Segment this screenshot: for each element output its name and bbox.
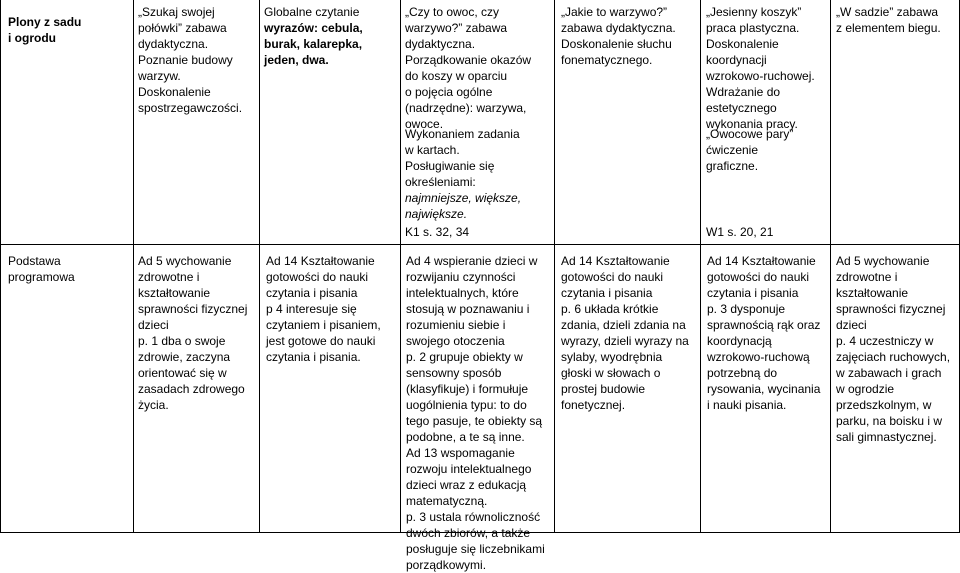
cell-owocowe-pary: „Owocowe pary” ćwiczenie graficzne. [706,127,794,173]
grid-line [700,0,701,533]
grid-line [133,0,134,533]
cell-pp-ksztaltowanie-3: Ad 14 Kształtowanie gotowości do nauki czytania i pisania p. 3 dysponuje sprawnością rąk oraz koordynacją wzrokowo-ruchową potrzebną do rysowania, wycinania i nauki pisania. [707,254,821,412]
grid-line [554,0,555,533]
row-topic-plony: Plony z sadu i ogrodu [8,15,82,45]
grid-line [400,0,401,533]
cell-pp-ksztaltowanie-1: Ad 14 Kształtowanie gotowości do nauki czytania i pisania p 4 interesuje się czytaniem i pisaniem, jest gotowe do nauki czytania i pisania. [266,254,381,364]
grid-line [0,0,1,533]
grid-line [830,0,831,533]
grid-line [0,244,960,245]
cell-pp-ksztaltowanie-2: Ad 14 Kształtowanie gotowości do nauki czytania i pisania p. 6 układa krótkie zdania, dzieli zdania na wyrazy, dzieli wyrazy na sylaby, wyodrębnia głoski w słowach o prostej budowie fonetycznej. [561,254,689,412]
cell-jakie-to-warzywo: „Jakie to warzywo?” zabawa dydaktyczna. Doskonalenie słuchu fonematycznego. [561,5,676,67]
reference-w1: W1 s. 20, 21 [706,225,774,239]
cell-pp-wychowanie-zdrowotne-2: Ad 5 wychowanie zdrowotne i kształtowanie sprawności fizycznej dzieci p. 4 uczestniczy w zajęciach ruchowych, w zabawach i grach w ogrodzie przedszkolnym, w parku, na boisku i w sali gimnastycznej. [836,254,951,444]
reference-k1: K1 s. 32, 34 [405,225,470,239]
cell-wykonaniem-zadania: Wykonaniem zadania w kartach. Posługiwanie się określeniami: najmniejsze, większe, największe. [405,127,522,221]
cell-globalne-czytanie: Globalne czytanie wyrazów: cebula, burak, kalarepka, jeden, dwa. [264,5,363,67]
cell-pp-wychowanie-zdrowotne-1: Ad 5 wychowanie zdrowotne i kształtowanie sprawności fizycznej dzieci p. 1 dba o swoje zdrowie, zaczyna orientować się w zasadach zdrowego życia. [138,254,248,412]
cell-jesienny-koszyk: „Jesienny koszyk” praca plastyczna. Doskonalenie koordynacji wzrokowo-ruchowej. Wdrażanie do estetycznego wykonania pracy. [706,5,815,131]
cell-czy-to-owoc: „Czy to owoc, czy warzywo?” zabawa dydaktyczna. Porządkowanie okazów do koszy w oparciu o pojęcia ogólne (nadrzędne): warzywa, owoce. [405,5,532,131]
cell-w-sadzie: „W sadzie” zabawa z elementem biegu. [836,5,941,35]
grid-line [259,0,260,533]
cell-szukaj-swojej-polowki: „Szukaj swojej połówki” zabawa dydaktyczna. Poznanie budowy warzyw. Doskonalenie spostrzegawczości. [138,5,243,115]
row-topic-podstawa: Podstawa programowa [8,254,75,284]
cell-pp-wspieranie-dzieci: Ad 4 wspieranie dzieci w rozwijaniu czynności intelektualnych, które stosują w poznawaniu i rozumieniu siebie i swojego otoczenia p. 2 grupuje obiekty w sensowny sposób (klasyfikuje) i formułuje uogólnienia typu: to do tego pasuje, te obiekty są podobne, a te są inne. Ad 13 wspomaganie rozwoju intelektualnego dzieci wraz z edukacją matematyczną. p. 3 ustala równoliczność dwóch zbiorów, a także posługuje się liczebnikami porządkowymi. [406,254,545,572]
